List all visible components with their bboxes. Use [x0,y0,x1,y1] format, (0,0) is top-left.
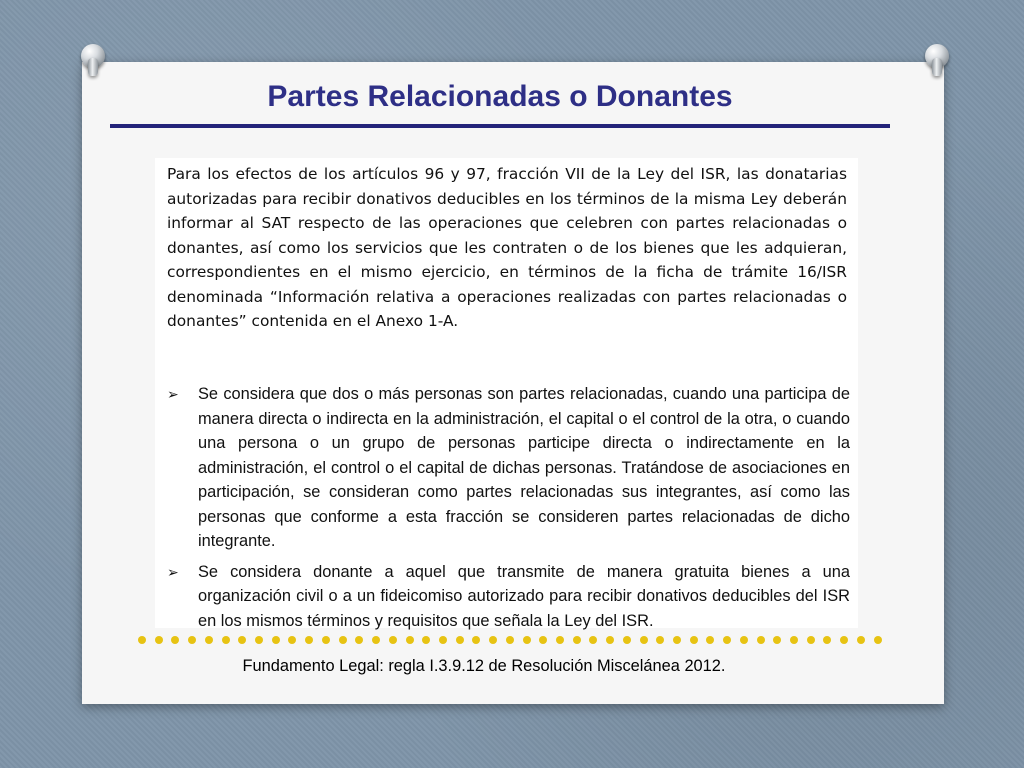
divider-dot [539,636,547,644]
divider-dot [773,636,781,644]
divider-dot [506,636,514,644]
divider-dot [874,636,882,644]
legal-footer: Fundamento Legal: regla I.3.9.12 de Resolución Miscelánea 2012. [242,657,726,675]
divider-dot [640,636,648,644]
divider-dot [205,636,213,644]
divider-dot [272,636,280,644]
divider-dot [288,636,296,644]
intro-paragraph: Para los efectos de los artículos 96 y 97, fracción VII de la Ley del ISR, las donatarias autorizadas para recibir donativos deducibles en los términos de la misma Ley deberán informar al SAT respecto de las operaciones que celebren con partes relacionadas o donantes, así como los servicios que les contraten o de los bienes que les adquieran, correspondientes en el mismo ejercicio, en términos de la ficha de trámite 16/ISR denominada “Información relativa a operaciones realizadas con partes relacionadas o donantes” contenida en el Anexo 1-A. [167,165,847,330]
divider-dot [573,636,581,644]
divider-dot [188,636,196,644]
bullet-text: Se considera que dos o más personas son partes relacionadas, cuando una participa de manera directa o indirecta en la administración, el capital o el control de la otra, o cuando una persona o un grupo de personas participe directa o indirectamente en la administración, el control o el capital de dichas personas. Tratándose de asociaciones en participación, se consideran como partes relacionadas sus integrantes, así como las personas que conforme a esta fracción se consideren partes relacionadas de dicho integrante. [198,385,850,550]
divider-dot [222,636,230,644]
divider-dot [422,636,430,644]
title-underline [110,124,890,128]
bullet-item [163,382,850,554]
divider-dot [456,636,464,644]
divider-dot [840,636,848,644]
pin-stem [88,58,98,76]
bullet-item [163,560,850,634]
pin-stem [932,58,942,76]
divider-dot [406,636,414,644]
divider-dot [439,636,447,644]
divider-dot [757,636,765,644]
divider-dot [472,636,480,644]
divider-dot [589,636,597,644]
divider-dot [372,636,380,644]
divider-dot [690,636,698,644]
divider-dot [138,636,146,644]
divider-dot [723,636,731,644]
divider-dot [255,636,263,644]
slide-title: Partes Relacionadas o Donantes [267,80,733,113]
divider-dot [623,636,631,644]
divider-dot [656,636,664,644]
divider-dot [238,636,246,644]
divider-dot [740,636,748,644]
divider-dot [523,636,531,644]
divider-dot [606,636,614,644]
pushpin-icon-left [76,44,110,78]
divider-dot [790,636,798,644]
pushpin-icon-right [920,44,954,78]
divider-dot [305,636,313,644]
divider-dot [823,636,831,644]
arrow-bullet-icon: ➢ [167,386,179,402]
dotted-divider [138,634,882,646]
divider-dot [322,636,330,644]
divider-dot [807,636,815,644]
bullet-text: Se considera donante a aquel que transmite de manera gratuita bienes a una organización civil o a un fideicomiso autorizado para recibir donativos deducibles del ISR en los mismos términos y requisitos que señala la Ley del ISR. [198,562,850,630]
arrow-bullet-icon: ➢ [167,563,179,580]
divider-dot [155,636,163,644]
divider-dot [556,636,564,644]
bullet-list [163,382,850,639]
divider-dot [339,636,347,644]
divider-dot [673,636,681,644]
divider-dot [489,636,497,644]
divider-dot [706,636,714,644]
divider-dot [857,636,865,644]
divider-dot [171,636,179,644]
divider-dot [389,636,397,644]
divider-dot [355,636,363,644]
content-box [155,158,858,628]
